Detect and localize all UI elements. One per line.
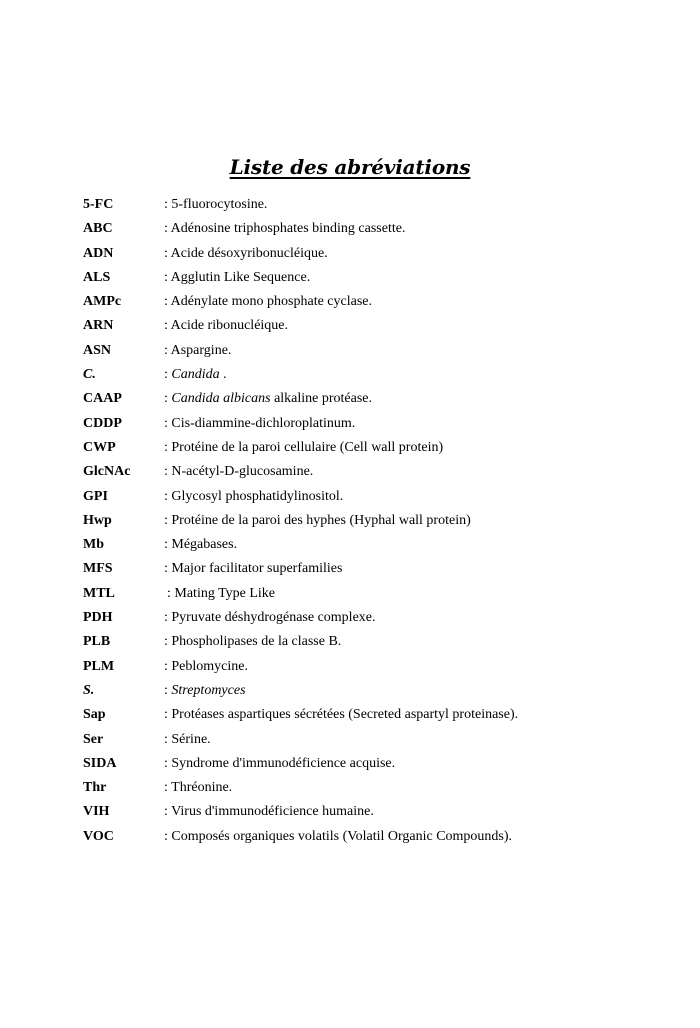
definition-prefix: : — [164, 682, 172, 698]
abbreviation-row — [83, 387, 673, 411]
page-title: Liste des abréviations — [229, 155, 471, 179]
abbreviation-row — [83, 266, 673, 290]
abbreviation-row — [83, 800, 673, 824]
abbreviation-definition: : Sérine. — [164, 731, 211, 747]
abbreviation-term: Ser — [83, 731, 104, 747]
definition-italic: Streptomyces — [171, 682, 246, 698]
abbreviation-term: CDDP — [83, 415, 122, 431]
abbreviation-definition — [164, 363, 227, 387]
abbreviation-definition: : N-acétyl-D-glucosamine. — [164, 464, 314, 480]
abbreviation-definition: : Protéine de la paroi cellulaire (Cell wall protein) — [164, 439, 444, 455]
abbreviation-row — [83, 557, 673, 581]
abbreviation-definition — [164, 387, 372, 411]
abbreviation-row — [83, 412, 673, 436]
abbreviation-row — [83, 776, 673, 800]
abbreviation-definition: : Mating Type Like — [167, 585, 276, 601]
abbreviation-term: MFS — [83, 561, 113, 577]
abbreviation-term: MTL — [83, 585, 115, 601]
abbreviation-definition: : Protéine de la paroi des hyphes (Hyphal wall protein) — [164, 512, 471, 528]
abbreviation-definition: : 5-fluorocytosine. — [164, 197, 268, 212]
abbreviation-term: CWP — [83, 439, 116, 455]
abbreviation-term: CAAP — [83, 391, 122, 407]
abbreviation-definition: : Thréonine. — [164, 780, 233, 796]
abbreviation-row — [83, 242, 673, 266]
abbreviation-definition: : Acide ribonucléique. — [164, 318, 289, 334]
abbreviation-row — [83, 679, 673, 703]
abbreviation-term: ARN — [83, 318, 114, 334]
abbreviation-term: Hwp — [83, 512, 112, 528]
abbreviation-term: ALS — [83, 269, 111, 285]
abbreviation-row — [83, 485, 673, 509]
abbreviation-term: VIH — [83, 804, 110, 820]
abbreviation-row — [83, 363, 673, 387]
definition-prefix: : — [164, 367, 172, 383]
abbreviation-row — [83, 509, 673, 533]
abbreviation-row — [83, 728, 673, 752]
abbreviation-definition: : Protéases aspartiques sécrétées (Secreted aspartyl proteinase). — [164, 707, 519, 723]
definition-suffix: . — [219, 367, 227, 383]
abbreviation-term: ABC — [83, 221, 113, 237]
abbreviation-definition: : Composés organiques volatils (Volatil Organic Compounds). — [164, 828, 513, 844]
abbreviation-row — [83, 217, 673, 241]
abbreviation-definition: : Agglutin Like Sequence. — [164, 269, 311, 285]
abbreviation-row — [83, 703, 673, 727]
abbreviation-term: SIDA — [83, 755, 117, 771]
abbreviation-term: PDH — [83, 610, 113, 626]
abbreviation-row — [83, 655, 673, 679]
abbreviation-row — [83, 630, 673, 654]
abbreviation-term: S. — [83, 682, 95, 698]
abbreviation-definition: : Pyruvate déshydrogénase complexe. — [164, 610, 376, 626]
abbreviation-row — [83, 436, 673, 460]
abbreviation-definition: : Glycosyl phosphatidylinositol. — [164, 488, 344, 504]
abbreviation-row — [83, 460, 673, 484]
abbreviation-row — [83, 825, 673, 849]
definition-italic: Candida — [171, 367, 220, 383]
abbreviation-term: PLM — [83, 658, 115, 674]
abbreviation-term: ADN — [83, 245, 114, 261]
abbreviation-row — [83, 290, 673, 314]
abbreviation-term: Mb — [83, 537, 104, 553]
abbreviation-definition: : Cis-diammine-dichloroplatinum. — [164, 415, 356, 431]
abbreviation-row — [83, 193, 673, 217]
abbreviation-term: Thr — [83, 780, 107, 796]
abbreviation-row — [83, 314, 673, 338]
abbreviation-term: 5-FC — [83, 197, 114, 212]
definition-prefix: : — [164, 391, 172, 407]
abbreviation-definition: : Virus d'immunodéficience humaine. — [164, 804, 374, 820]
abbreviation-term: GPI — [83, 488, 108, 504]
abbreviation-definition: : Phospholipases de la classe B. — [164, 634, 342, 650]
abbreviation-term: Sap — [83, 707, 106, 723]
abbreviation-term: C. — [83, 367, 96, 383]
abbreviation-definition — [164, 679, 246, 703]
abbreviation-term: AMPc — [83, 294, 122, 310]
definition-suffix: alkaline protéase. — [270, 391, 373, 407]
abbreviation-row — [83, 606, 673, 630]
abbreviation-definition: : Aspargine. — [164, 342, 232, 358]
abbreviation-term: GlcNAc — [83, 464, 131, 480]
abbreviation-row — [83, 582, 673, 606]
abbreviation-list — [83, 193, 673, 849]
abbreviation-term: VOC — [83, 828, 114, 844]
definition-italic: Candida albicans — [171, 391, 271, 407]
abbreviation-definition: : Major facilitator superfamilies — [164, 561, 343, 577]
abbreviation-row — [83, 752, 673, 776]
abbreviation-row — [83, 339, 673, 363]
abbreviation-definition: : Adénosine triphosphates binding cassette. — [164, 221, 406, 237]
abbreviation-definition: : Acide désoxyribonucléique. — [164, 245, 328, 261]
abbreviation-definition: : Peblomycine. — [164, 658, 248, 674]
abbreviation-term: PLB — [83, 634, 111, 650]
abbreviation-definition: : Adénylate mono phosphate cyclase. — [164, 294, 372, 310]
abbreviation-row — [83, 533, 673, 557]
abbreviation-term: ASN — [83, 342, 112, 358]
abbreviation-definition: : Syndrome d'immunodéficience acquise. — [164, 755, 396, 771]
abbreviation-definition: : Mégabases. — [164, 537, 238, 553]
